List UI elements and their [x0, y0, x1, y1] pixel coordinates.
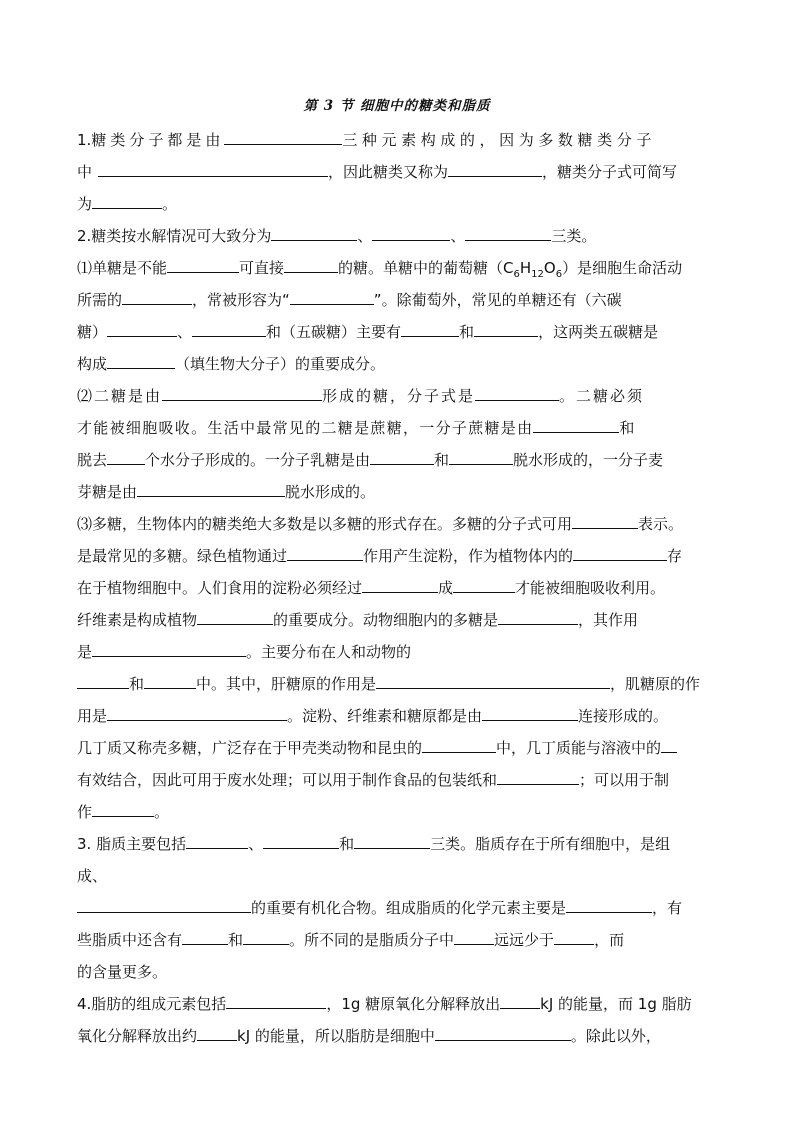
blank[interactable]: [354, 834, 430, 849]
q2-3-line-10: 作 。: [77, 803, 170, 821]
blank[interactable]: [182, 930, 228, 945]
blank[interactable]: [107, 706, 287, 721]
blank[interactable]: [287, 546, 363, 561]
q2-3-line-8: 几丁质又称壳多糖，广泛存在于甲壳类动物和昆虫的 中，几丁质能与溶液中的: [77, 738, 677, 758]
q2-1-line-2: 所需的 ，常被形容为“ ”。除葡萄外，常见的单糖还有（六碳: [77, 291, 622, 309]
blank[interactable]: [497, 770, 579, 785]
q4-line-2: 氧化分解释放出约 kJ 的能量，所以脂肪是细胞中 。除此以外，: [77, 1027, 661, 1045]
q3-line-1: 3. 脂质主要包括 、 和 三类。脂质存在于所有细胞中，是组: [77, 835, 671, 853]
blank[interactable]: [77, 674, 129, 689]
blank[interactable]: [243, 930, 289, 945]
blank[interactable]: [271, 226, 357, 241]
blank[interactable]: [162, 386, 322, 401]
blank[interactable]: [92, 194, 162, 209]
blank[interactable]: [167, 258, 239, 273]
q4-line-1: 4.脂肪的组成元素包括 ，1g 糖原氧化分解释放出 kJ 的能量，而 1g 脂肪: [77, 995, 692, 1013]
blank[interactable]: [475, 386, 559, 401]
blank[interactable]: [263, 834, 339, 849]
blank[interactable]: [449, 450, 513, 465]
q1-line-2: 中 ，因此糖类又称为 ，糖类分子式可简写: [77, 163, 678, 181]
blank[interactable]: [122, 290, 192, 305]
blank[interactable]: [498, 610, 578, 625]
blank[interactable]: [573, 546, 667, 561]
blank[interactable]: [226, 994, 326, 1009]
q3-line-3: 的重要有机化合物。组成脂质的化学元素主要是 ，有: [77, 898, 682, 918]
blank[interactable]: [533, 418, 619, 433]
blank[interactable]: [465, 226, 551, 241]
q2-1-line-4: 构成 （填生物大分子）的重要成分。: [77, 355, 386, 373]
blank[interactable]: [572, 514, 638, 529]
blank[interactable]: [401, 322, 459, 337]
blank[interactable]: [224, 130, 342, 145]
q2-1-line-1: ⑴单糖是不能 可直接 的糖。单糖中的葡萄糖$(C_6H_{12}O_6)$是细胞生命活动: [77, 259, 683, 280]
blank[interactable]: [372, 226, 450, 241]
page-title: 第 3 节 细胞中的糖类和脂质: [303, 98, 491, 114]
q2-2-line-2: 才能被细胞吸收。生活中最常见的二糖是蔗糖，一分子蔗糖是由 和: [77, 419, 635, 437]
blank[interactable]: [92, 802, 154, 817]
blank[interactable]: [197, 610, 273, 625]
blank[interactable]: [137, 482, 285, 497]
q3-line-4: 些脂质中还含有 和 。所不同的是脂质分子中 远远少于 ，而: [77, 931, 625, 949]
blank[interactable]: [566, 898, 652, 913]
blank[interactable]: [554, 930, 594, 945]
q3-line-2: 成、: [77, 867, 108, 885]
blank[interactable]: [284, 258, 338, 273]
blank[interactable]: [422, 738, 496, 753]
q1-line-3: 为 。: [77, 195, 178, 213]
blank[interactable]: [290, 290, 374, 305]
blank[interactable]: [186, 834, 248, 849]
q2-3-line-1: ⑶多糖，生物体内的糖类绝大多数是以多糖的形式存在。多糖的分子式可用 表示。: [77, 515, 684, 533]
blank[interactable]: [77, 898, 251, 913]
blank[interactable]: [482, 706, 578, 721]
blank[interactable]: [376, 674, 610, 689]
q2-3-line-6: 和 中。其中，肝糖原的作用是 ，肌糖原的作: [77, 674, 700, 694]
q2-1-line-3: 糖） 、 和（五碳糖）主要有 和 ，这两类五碳糖是: [77, 323, 659, 341]
q2-3-line-2: 是最常见的多糖。绿色植物通过 作用产生淀粉，作为植物体内的 存: [77, 547, 683, 565]
blank[interactable]: [661, 738, 677, 753]
q2-line-1: 2.糖类按水解情况可大致分为 、 、 三类。: [77, 227, 597, 245]
blank[interactable]: [144, 674, 196, 689]
q3-line-5: 的含量更多。: [77, 963, 168, 981]
blank[interactable]: [107, 322, 177, 337]
blank[interactable]: [453, 578, 515, 593]
blank[interactable]: [370, 450, 434, 465]
blank[interactable]: [474, 322, 538, 337]
blank[interactable]: [107, 450, 145, 465]
q1-line-1: 1.糖类分子都是由 三种元素构成的，因为多数糖类分子: [77, 131, 656, 149]
blank[interactable]: [500, 994, 540, 1009]
blank[interactable]: [362, 578, 438, 593]
blank[interactable]: [197, 1026, 237, 1041]
q2-2-line-4: 芽糖是由 脱水形成的。: [77, 483, 376, 501]
q2-2-line-1: ⑵二糖是由 形成的糖，分子式是 。二糖必须: [77, 387, 645, 405]
blank[interactable]: [92, 642, 246, 657]
blank[interactable]: [107, 354, 175, 369]
q2-3-line-9: 有效结合，因此可用于废水处理；可以用于制作食品的包装纸和 ；可以用于制: [77, 771, 670, 789]
blank[interactable]: [192, 322, 266, 337]
blank[interactable]: [98, 162, 328, 177]
blank[interactable]: [454, 930, 494, 945]
blank[interactable]: [448, 162, 542, 177]
q2-3-line-5: 是 。主要分布在人和动物的: [77, 643, 412, 661]
blank[interactable]: [435, 1026, 571, 1041]
q2-3-line-3: 在于植物细胞中。人们食用的淀粉必须经过 成 才能被细胞吸收利用。: [77, 579, 666, 597]
q2-2-line-3: 脱去 个水分子形成的。一分子乳糖是由 和 脱水形成的，一分子麦: [77, 451, 664, 469]
q2-3-line-4: 纤维素是构成植物 的重要成分。动物细胞内的多糖是 ，其作用: [77, 611, 639, 629]
q2-3-line-7: 用是 。淀粉、纤维素和糖原都是由 连接形成的。: [77, 707, 669, 725]
